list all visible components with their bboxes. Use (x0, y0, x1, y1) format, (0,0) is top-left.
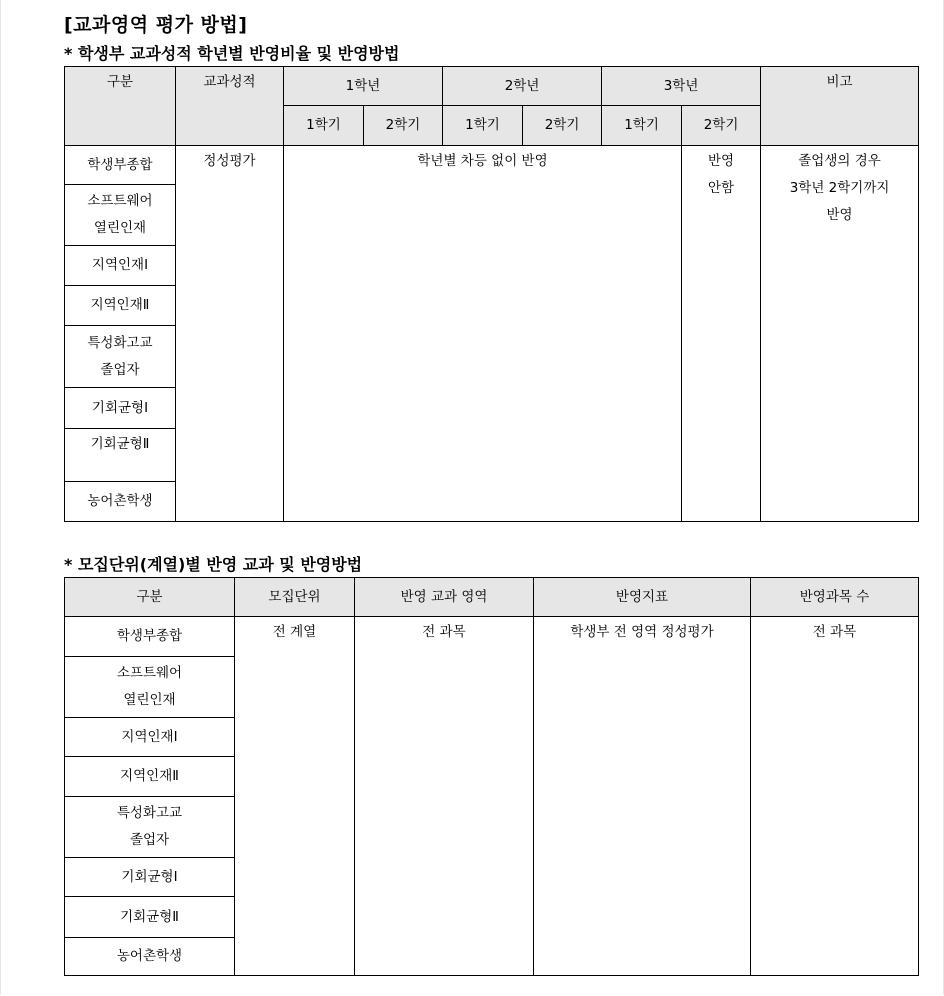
header-category: 구분 (65, 578, 235, 617)
row-category: 지역인재Ⅱ (65, 757, 235, 797)
header-indicator: 반영지표 (534, 578, 751, 617)
section1-heading: * 학생부 교과성적 학년별 반영비율 및 반영방법 (64, 44, 400, 63)
row-category: 기회균형Ⅰ (65, 388, 176, 429)
row-category: 소프트웨어 열린인재 (65, 657, 235, 718)
grades-value: 정성평가 (176, 146, 284, 522)
section2-heading: * 모집단위(계열)별 반영 교과 및 반영방법 (64, 555, 363, 574)
row-category: 학생부종합 (65, 146, 176, 185)
row-category: 학생부종합 (65, 617, 235, 657)
header-y1-sem2: 2학기 (364, 106, 443, 146)
row-category: 기회균형Ⅱ (65, 429, 176, 482)
row-category: 기회균형Ⅱ (65, 897, 235, 938)
header-year3: 3학년 (602, 67, 761, 106)
reflection-value: 학년별 차등 없이 반영 (284, 146, 682, 522)
row-category: 소프트웨어 열린인재 (65, 185, 176, 246)
header-remarks: 비고 (761, 67, 919, 146)
subject-area-value: 전 과목 (355, 617, 534, 976)
header-category: 구분 (65, 67, 176, 146)
row-category: 지역인재Ⅰ (65, 718, 235, 757)
row-category: 특성화고교 졸업자 (65, 326, 176, 388)
header-year1: 1학년 (284, 67, 443, 106)
header-year2: 2학년 (443, 67, 602, 106)
not-reflected-value: 반영 안함 (682, 146, 761, 522)
remarks-value: 졸업생의 경우 3학년 2학기까지 반영 (761, 146, 919, 522)
subject-method-table (64, 577, 919, 976)
grade-ratio-table (64, 66, 919, 522)
header-y3-sem2: 2학기 (682, 106, 761, 146)
header-unit: 모집단위 (235, 578, 355, 617)
header-y2-sem1: 1학기 (443, 106, 523, 146)
header-y1-sem1: 1학기 (284, 106, 364, 146)
indicator-value: 학생부 전 영역 정성평가 (534, 617, 751, 976)
row-category: 특성화고교 졸업자 (65, 797, 235, 858)
header-subject-count: 반영과목 수 (751, 578, 919, 617)
header-grades: 교과성적 (176, 67, 284, 146)
unit-value: 전 계열 (235, 617, 355, 976)
header-y3-sem1: 1학기 (602, 106, 682, 146)
subject-count-value: 전 과목 (751, 617, 919, 976)
header-subject-area: 반영 교과 영역 (355, 578, 534, 617)
row-category: 기회균형Ⅰ (65, 858, 235, 897)
row-category: 지역인재Ⅰ (65, 246, 176, 286)
row-category: 지역인재Ⅱ (65, 286, 176, 326)
page-title: [교과영역 평가 방법] (64, 14, 248, 36)
header-y2-sem2: 2학기 (523, 106, 602, 146)
row-category: 농어촌학생 (65, 938, 235, 976)
row-category: 농어촌학생 (65, 482, 176, 522)
